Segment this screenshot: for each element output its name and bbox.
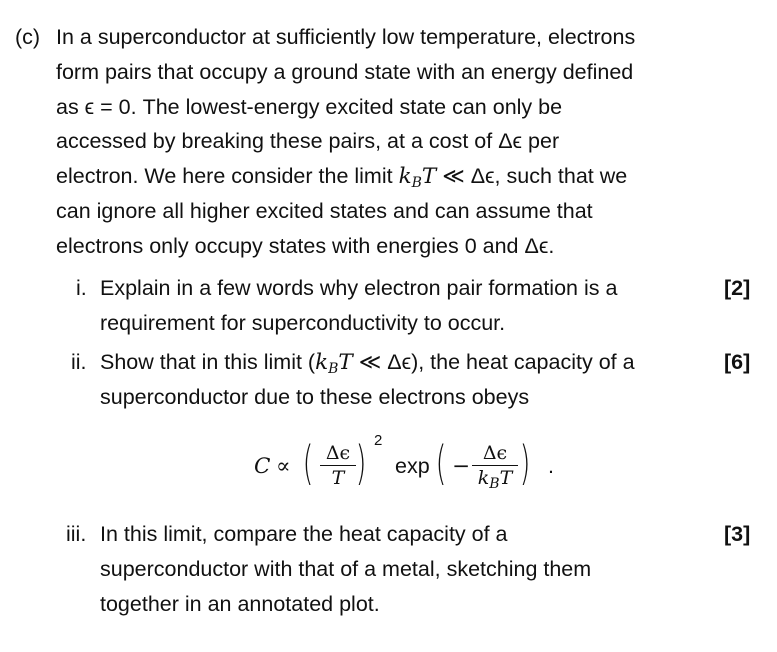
fraction-1-denominator: T — [331, 467, 345, 489]
fraction-2-k: k — [477, 467, 490, 489]
equation-left-paren-1: ( — [302, 436, 314, 490]
subquestion-ii-marks: [6] — [724, 350, 751, 374]
fraction-2-denominator — [472, 467, 518, 495]
subquestion-ii-line-2: superconductor due to these electrons obeys — [100, 385, 530, 409]
subquestion-iii-line-2: superconductor with that of a metal, sketching them — [100, 557, 592, 581]
equation-right-paren-1: ) — [355, 436, 367, 490]
subquestion-ii — [100, 345, 635, 415]
fraction-2-bar — [472, 465, 518, 466]
equation-exponent: 2 — [374, 432, 383, 449]
intro-line-3: as ϵ = 0. The lowest-energy excited state can only be — [56, 94, 563, 119]
subquestion-iii-line-3: together in an annotated plot. — [100, 592, 380, 616]
intro-line-7: electrons only occupy states with energies 0 and Δϵ. — [56, 233, 555, 258]
equation-lhs: C — [254, 454, 271, 479]
equation-fraction-2 — [472, 442, 518, 495]
equation-fraction-1 — [320, 442, 356, 489]
intro-line-2: form pairs that occupy a ground state with an energy defined — [56, 59, 634, 84]
fraction-2-T: T — [499, 467, 513, 489]
subquestion-i-marks: [2] — [724, 276, 751, 300]
subquestion-i-line-1: Explain in a few words why electron pair formation is a — [100, 276, 618, 300]
subquestion-iii-number: iii. — [66, 522, 87, 546]
intro-line-6: can ignore all higher excited states and can assume that — [56, 198, 593, 223]
subquestion-i — [100, 271, 617, 341]
subquestion-i-line-2: requirement for superconductivity to occur. — [100, 311, 506, 335]
fraction-1-numerator: Δϵ — [325, 442, 351, 464]
intro-line-5: electron. We here consider the limit $k_BT$ ≪ Δϵ, such that we — [56, 164, 628, 192]
equation-exp: exp — [395, 454, 430, 478]
fraction-2-numerator: Δϵ — [482, 442, 508, 464]
equation-minus: − — [452, 454, 471, 479]
subquestion-ii-number: ii. — [71, 350, 87, 374]
equation-left-paren-2: ( — [435, 436, 447, 490]
equation-proportional: ∝ — [276, 454, 291, 479]
heat-capacity-equation — [254, 432, 574, 507]
part-label: (c) — [15, 25, 41, 49]
intro-line-4: accessed by breaking these pairs, at a cost of Δϵ per — [56, 129, 560, 154]
subquestion-iii-marks: [3] — [724, 522, 751, 546]
fraction-1-bar — [320, 465, 356, 466]
intro-paragraph — [56, 20, 635, 264]
subquestion-iii-line-1: In this limit, compare the heat capacity of a — [100, 522, 508, 546]
equation-right-paren-2: ) — [519, 436, 531, 490]
subquestion-i-number: i. — [76, 276, 87, 300]
equation-period: . — [548, 454, 554, 478]
fraction-2-subscript: B — [489, 476, 500, 492]
subquestion-iii — [100, 517, 591, 622]
intro-line-1: In a superconductor at sufficiently low temperature, electrons — [56, 25, 636, 49]
subquestion-ii-line-1: Show that in this limit ($k_BT$ ≪ Δϵ), the heat capacity of a — [100, 350, 635, 377]
